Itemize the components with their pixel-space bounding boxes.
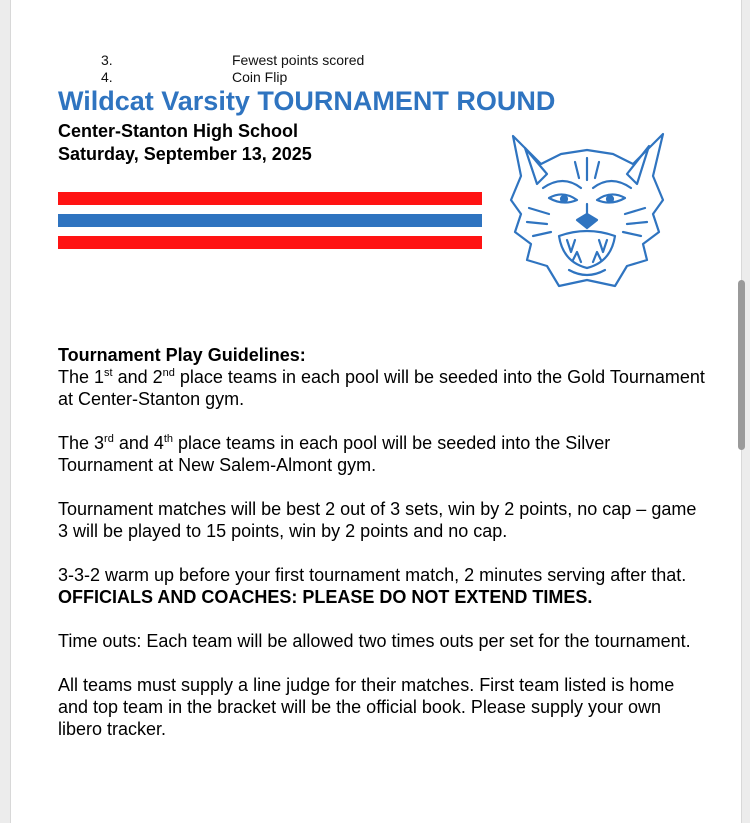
- guidelines-paragraph-timeouts: Time outs: Each team will be allowed two times outs per set for the tournament.: [58, 631, 691, 651]
- guidelines-paragraph-silver: [58, 432, 708, 476]
- superscript: rd: [104, 433, 114, 445]
- decorative-stripe-red-bottom: [58, 236, 482, 249]
- list-number: 3.: [101, 52, 113, 68]
- warning-text: OFFICIALS AND COACHES: PLEASE DO NOT EXTEND TIMES.: [58, 587, 593, 607]
- guidelines-section: [58, 344, 708, 762]
- decorative-stripe-red-top: [58, 192, 482, 205]
- text-run: The 3: [58, 433, 105, 453]
- school-name: Center-Stanton High School: [58, 121, 298, 141]
- list-item-text: Fewest points scored: [232, 52, 365, 68]
- list-item-text: Coin Flip: [232, 69, 288, 85]
- guidelines-paragraph-match-format: Tournament matches will be best 2 out of 3 sets, win by 2 points, no cap – game 3 will be played to 15 points, win by 2 points and no cap.: [58, 499, 697, 541]
- scrollbar-thumb[interactable]: [738, 280, 745, 450]
- event-date: Saturday, September 13, 2025: [58, 144, 312, 164]
- page-title: Wildcat Varsity TOURNAMENT ROUND: [58, 86, 556, 116]
- superscript: st: [104, 367, 113, 379]
- text-run: place teams in each pool will be seeded into the Silver Tournament at New Salem-Almont gym.: [58, 433, 611, 475]
- wildcat-mascot-icon: [503, 128, 671, 293]
- text-run: place teams in each pool will be seeded into the Gold Tournament at Center-Stanton gym.: [58, 367, 705, 409]
- guidelines-paragraph-line-judge: All teams must supply a line judge for their matches. First team listed is home and top team in the bracket will be the official book. Please supply your own libero tracker.: [58, 675, 675, 739]
- guidelines-heading: Tournament Play Guidelines:: [58, 345, 306, 365]
- superscript: th: [163, 433, 174, 445]
- text-run: The 1: [58, 367, 105, 387]
- guidelines-paragraph-warmup: [58, 564, 708, 608]
- superscript: nd: [162, 367, 175, 379]
- text-run: and 2: [112, 367, 163, 387]
- text-run: and 4: [113, 433, 164, 453]
- decorative-stripe-blue: [58, 214, 482, 227]
- document-page: [10, 0, 742, 823]
- guidelines-paragraph-gold: [58, 366, 708, 410]
- list-number: 4.: [101, 69, 113, 85]
- text-run: 3-3-2 warm up before your first tournament match, 2 minutes serving after that.: [58, 565, 687, 585]
